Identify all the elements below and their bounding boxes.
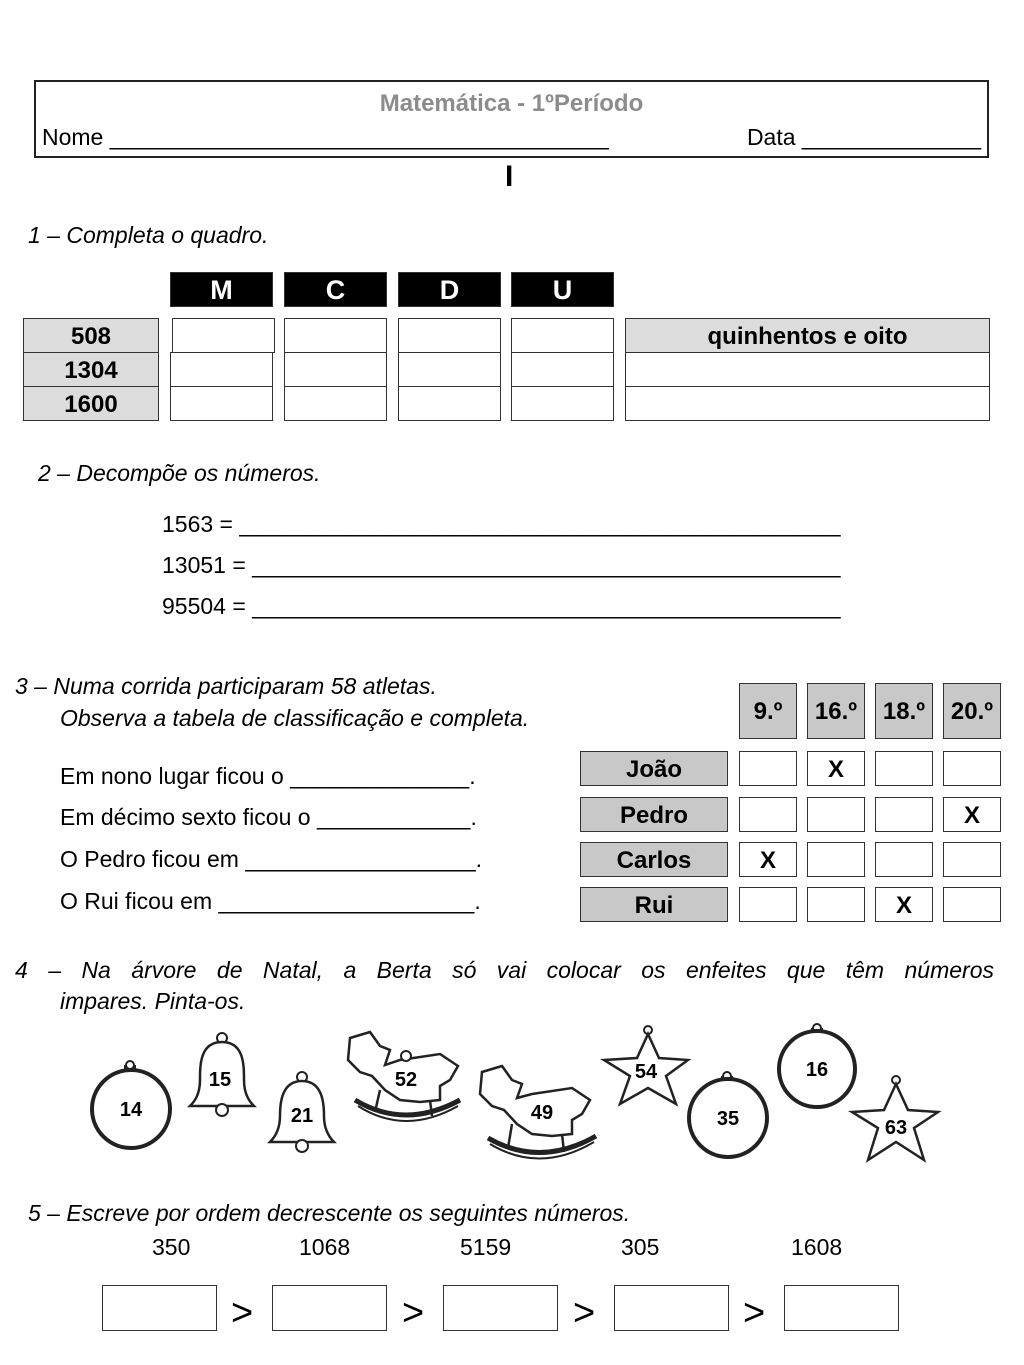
column-header-d: D [398, 272, 501, 307]
number-to-order: 350 [152, 1234, 191, 1260]
number-to-order: 1068 [299, 1234, 351, 1260]
greater-than-symbol: > [402, 1292, 425, 1334]
mark-cell[interactable] [807, 842, 865, 877]
mark-cell[interactable]: X [875, 887, 933, 922]
ornament-horse-52[interactable] [348, 1032, 460, 1121]
ornament-number: 35 [716, 1108, 740, 1130]
greater-than-symbol: > [231, 1292, 254, 1334]
mark-cell[interactable] [875, 842, 933, 877]
position-header: 20.º [943, 683, 1001, 739]
mark-cell[interactable] [739, 751, 797, 786]
column-header-c: C [284, 272, 387, 307]
athlete-name: Carlos [580, 842, 728, 877]
position-header: 9.º [739, 683, 797, 739]
decompose-line[interactable]: 13051 = ______________________________________________ [162, 552, 841, 578]
answer-cell[interactable] [511, 318, 614, 353]
number-cell: 508 [23, 318, 159, 353]
ornament-number: 16 [805, 1059, 829, 1081]
greater-than-symbol: > [743, 1292, 766, 1334]
q3-sentence[interactable]: O Rui ficou em ____________________. [60, 888, 481, 914]
column-header-m: M [170, 272, 273, 307]
answer-cell[interactable] [172, 318, 275, 353]
q4-instruction-2: impares. Pinta-os. [60, 988, 246, 1014]
decompose-line[interactable]: 1563 = _______________________________________________ [162, 511, 841, 537]
answer-cell[interactable] [398, 386, 501, 421]
position-header: 18.º [875, 683, 933, 739]
number-to-order: 1608 [791, 1234, 843, 1260]
mark-cell[interactable] [875, 797, 933, 832]
mark-cell[interactable] [807, 887, 865, 922]
header-mark: I [505, 160, 514, 193]
order-answer-box[interactable] [272, 1285, 387, 1331]
order-answer-box[interactable] [443, 1285, 558, 1331]
mark-cell[interactable]: X [739, 842, 797, 877]
column-header-u: U [511, 272, 614, 307]
mark-cell[interactable] [943, 751, 1001, 786]
athlete-name: João [580, 751, 728, 786]
header-box [34, 80, 989, 158]
q3-sentence[interactable]: O Pedro ficou em __________________. [60, 846, 482, 872]
mark-cell[interactable] [739, 797, 797, 832]
answer-cell[interactable] [284, 318, 387, 353]
ornament-number: 14 [119, 1099, 143, 1121]
q4-instruction: 4 – Na árvore de Natal, a Berta só vai colocar os enfeites que têm números [15, 957, 994, 983]
name-field[interactable]: Nome _______________________________________ [42, 124, 609, 150]
ornament-ball-35[interactable] [689, 1072, 767, 1157]
ornament-star-63[interactable] [852, 1076, 938, 1160]
ornament-bell-15[interactable] [190, 1033, 254, 1116]
date-field[interactable]: Data ______________ [746, 124, 981, 150]
answer-cell[interactable] [170, 386, 273, 421]
ornament-number: 15 [208, 1069, 232, 1091]
ornament-number: 52 [394, 1069, 418, 1091]
q3-sentence[interactable]: Em décimo sexto ficou o ____________. [60, 804, 477, 830]
q5-instruction: 5 – Escreve por ordem decrescente os seguintes números. [28, 1200, 631, 1226]
q3-instruction-2: Observa a tabela de classificação e completa. [60, 705, 530, 731]
athlete-name: Rui [580, 887, 728, 922]
words-cell[interactable] [625, 386, 990, 421]
number-cell: 1600 [23, 386, 159, 421]
position-header: 16.º [807, 683, 865, 739]
q2-instruction: 2 – Decompõe os números. [38, 460, 321, 486]
answer-cell[interactable] [398, 352, 501, 387]
order-answer-box[interactable] [614, 1285, 729, 1331]
words-cell[interactable] [625, 352, 990, 387]
ornament-number: 63 [884, 1117, 908, 1139]
greater-than-symbol: > [573, 1292, 596, 1334]
ornament-bell-21[interactable] [270, 1072, 334, 1152]
answer-cell[interactable] [398, 318, 501, 353]
mark-cell[interactable] [807, 797, 865, 832]
answer-cell[interactable] [511, 352, 614, 387]
q3-sentence[interactable]: Em nono lugar ficou o ______________. [60, 763, 476, 789]
ornament-star-54[interactable] [604, 1026, 688, 1104]
number-to-order: 305 [621, 1234, 660, 1260]
mark-cell[interactable] [739, 887, 797, 922]
mark-cell[interactable]: X [807, 751, 865, 786]
ornament-ball-14[interactable] [92, 1061, 170, 1148]
ornament-number: 49 [530, 1102, 554, 1124]
words-cell: quinhentos e oito [625, 318, 990, 353]
ornament-ball-16[interactable] [779, 1024, 855, 1107]
number-to-order: 5159 [460, 1234, 512, 1260]
ornaments-illustration [0, 1020, 1024, 1170]
decompose-line[interactable]: 95504 = ______________________________________________ [162, 593, 841, 619]
answer-cell[interactable] [511, 386, 614, 421]
mark-cell[interactable] [875, 751, 933, 786]
number-cell: 1304 [23, 352, 159, 387]
mark-cell[interactable] [943, 842, 1001, 877]
q3-instruction: 3 – Numa corrida participaram 58 atletas. [15, 673, 437, 699]
ornament-horse-49[interactable] [480, 1066, 596, 1159]
order-answer-box[interactable] [102, 1285, 217, 1331]
worksheet-title: Matemática - 1ºPeríodo [379, 90, 644, 117]
ornament-number: 21 [290, 1105, 314, 1127]
ornament-number: 54 [634, 1061, 658, 1083]
mark-cell[interactable]: X [943, 797, 1001, 832]
order-answer-box[interactable] [784, 1285, 899, 1331]
mark-cell[interactable] [943, 887, 1001, 922]
answer-cell[interactable] [284, 352, 387, 387]
answer-cell[interactable] [284, 386, 387, 421]
answer-cell[interactable] [170, 352, 273, 387]
athlete-name: Pedro [580, 797, 728, 832]
q1-instruction: 1 – Completa o quadro. [28, 222, 269, 248]
